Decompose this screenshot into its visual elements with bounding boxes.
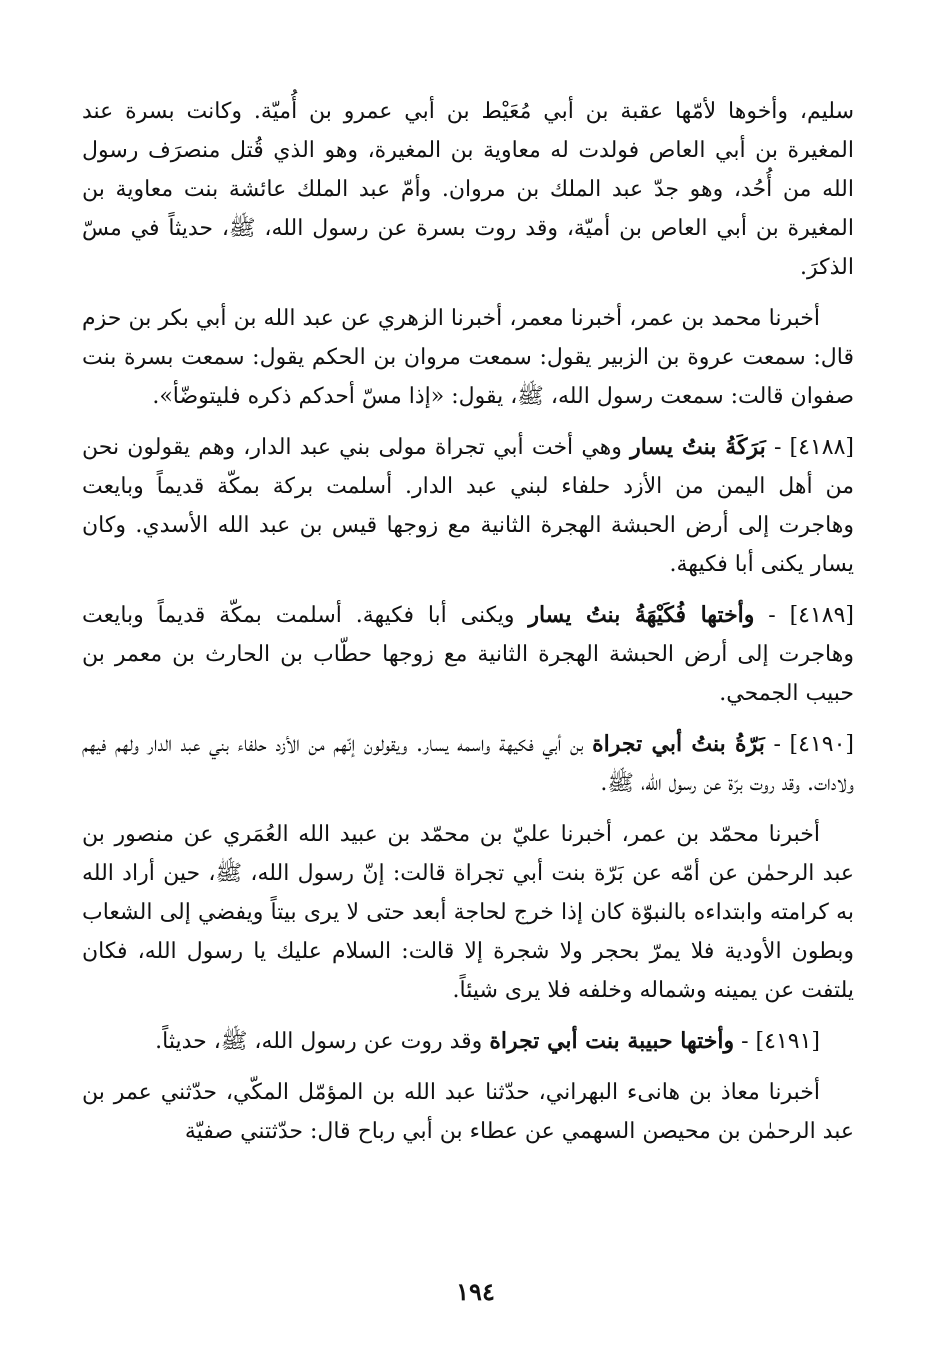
entry-name: بَرَكَةُ بنتُ يسار [630,434,766,460]
paragraph-text: أخبرنا محمّد بن عمر، أخبرنا عليّ بن محمّد بن عبيد الله العُمَري عن منصور بن عبد الرحمٰن عن أمّه عن بَرّة بنت أبي تجراة قالت: إنّ رسول الله، ﷺ، حين أراد الله به كرامته وابتداءه بالنبوّة كان إذا خرج لحاجة أبعد حتى لا يرى بيتاً ويفضي إلى الشعاب وبطون الأودية فلا يمرّ بحجر ولا شجرة إلا قالت: السلام عليك يا رسول الله، فكان يلتفت عن يمينه وشماله وخلفه فلا يرى شيئاً. [82,822,854,1003]
entry-number: [٤١٨٩] - [768,603,855,628]
entry-number: [٤١٩١] - [741,1029,820,1054]
paragraph-barra-narration [82,815,854,1010]
paragraph-text: أخبرنا معاذ بن هانىء البهراني، حدّثنا عبد الله بن المؤمّل المكّي، حدّثني عمر بن عبد الرحمٰن بن محيصن السهمي عن عطاء بن أبي رباح قال: حدّثتني صفيّة [82,1080,854,1144]
entry-4191 [82,1022,854,1061]
entry-number: [٤١٨٨] - [773,435,854,460]
entry-text: ويكنى أبا فكيهة. أسلمت بمكّة قديماً وبايعت وهاجرت إلى أرض الحبشة الهجرة الثانية مع زوجها حطّاب بن الحارث بن معمر بن حبيب الجمحي. [82,603,854,706]
page-number: ١٩٤ [456,1277,495,1306]
entry-4189 [82,596,854,713]
paragraph-text: سليم، وأخوها لأمّها عقبة بن أبي مُعَيْط بن أبي عمرو بن أُميّة. وكانت بسرة عند المغيرة بن أبي العاص فولدت له معاوية بن المغيرة، وهو الذي قُتل منصرَف رسول الله من أُحُد، وهو جدّ عبد الملك بن مروان. وأمّ عبد الملك عائشة بنت معاوية بن المغيرة بن أبي العاص بن أميّة، وقد روت بسرة عن رسول الله، ﷺ، حديثاً في مسّ الذكرَ. [82,99,854,280]
entry-text: وهي أخت أبي تجراة مولى بني عبد الدار، وهم يقولون نحن من أهل اليمن من الأزد حلفاء لبني عبد الدار. أسلمت بركة بمكّة قديماً وبايعت وهاجرت إلى أرض الحبشة الهجرة الثانية مع زوجها قيس بن عبد الله الأسدي. وكان يسار يكنى أبا فكيهة. [82,435,854,577]
entry-name: وأختها حبيبة بنت أبي تجراة [489,1028,735,1054]
entry-text: بن أبي فكيهة واسمه يسار. ويقولون إنّهم من الأزد حلفاء بني عبد الدار ولهم فيهم ولادات. وقد روت برّة عن رسول الله، ﷺ. [82,732,854,796]
paragraph-hadith-narration [82,299,854,416]
entry-name: وأختها فُكَيْهَةُ بنتُ يسار [528,602,755,628]
paragraph-text: أخبرنا محمد بن عمر، أخبرنا معمر، أخبرنا الزهري عن عبد الله بن أبي بكر بن حزم قال: سمعت عروة بن الزبير يقول: سمعت مروان بن الحكم يقول: سمعت بسرة بنت صفوان قالت: سمعت رسول الله، ﷺ، يقول: «إذا مسّ أحدكم ذكره فليتوضّأ». [82,306,854,409]
entry-name: بَرّةُ بنتُ أبي تجراة [592,731,765,757]
entry-4188 [82,428,854,584]
paragraph-muadh-narration [82,1073,854,1151]
main-text [82,92,854,1163]
entry-text: وقد روت عن رسول الله، ﷺ، حديثاً. [155,1029,483,1054]
paragraph-busra-lineage [82,92,854,287]
entry-number: [٤١٩٠] - [773,732,854,757]
entry-4190 [82,725,854,803]
